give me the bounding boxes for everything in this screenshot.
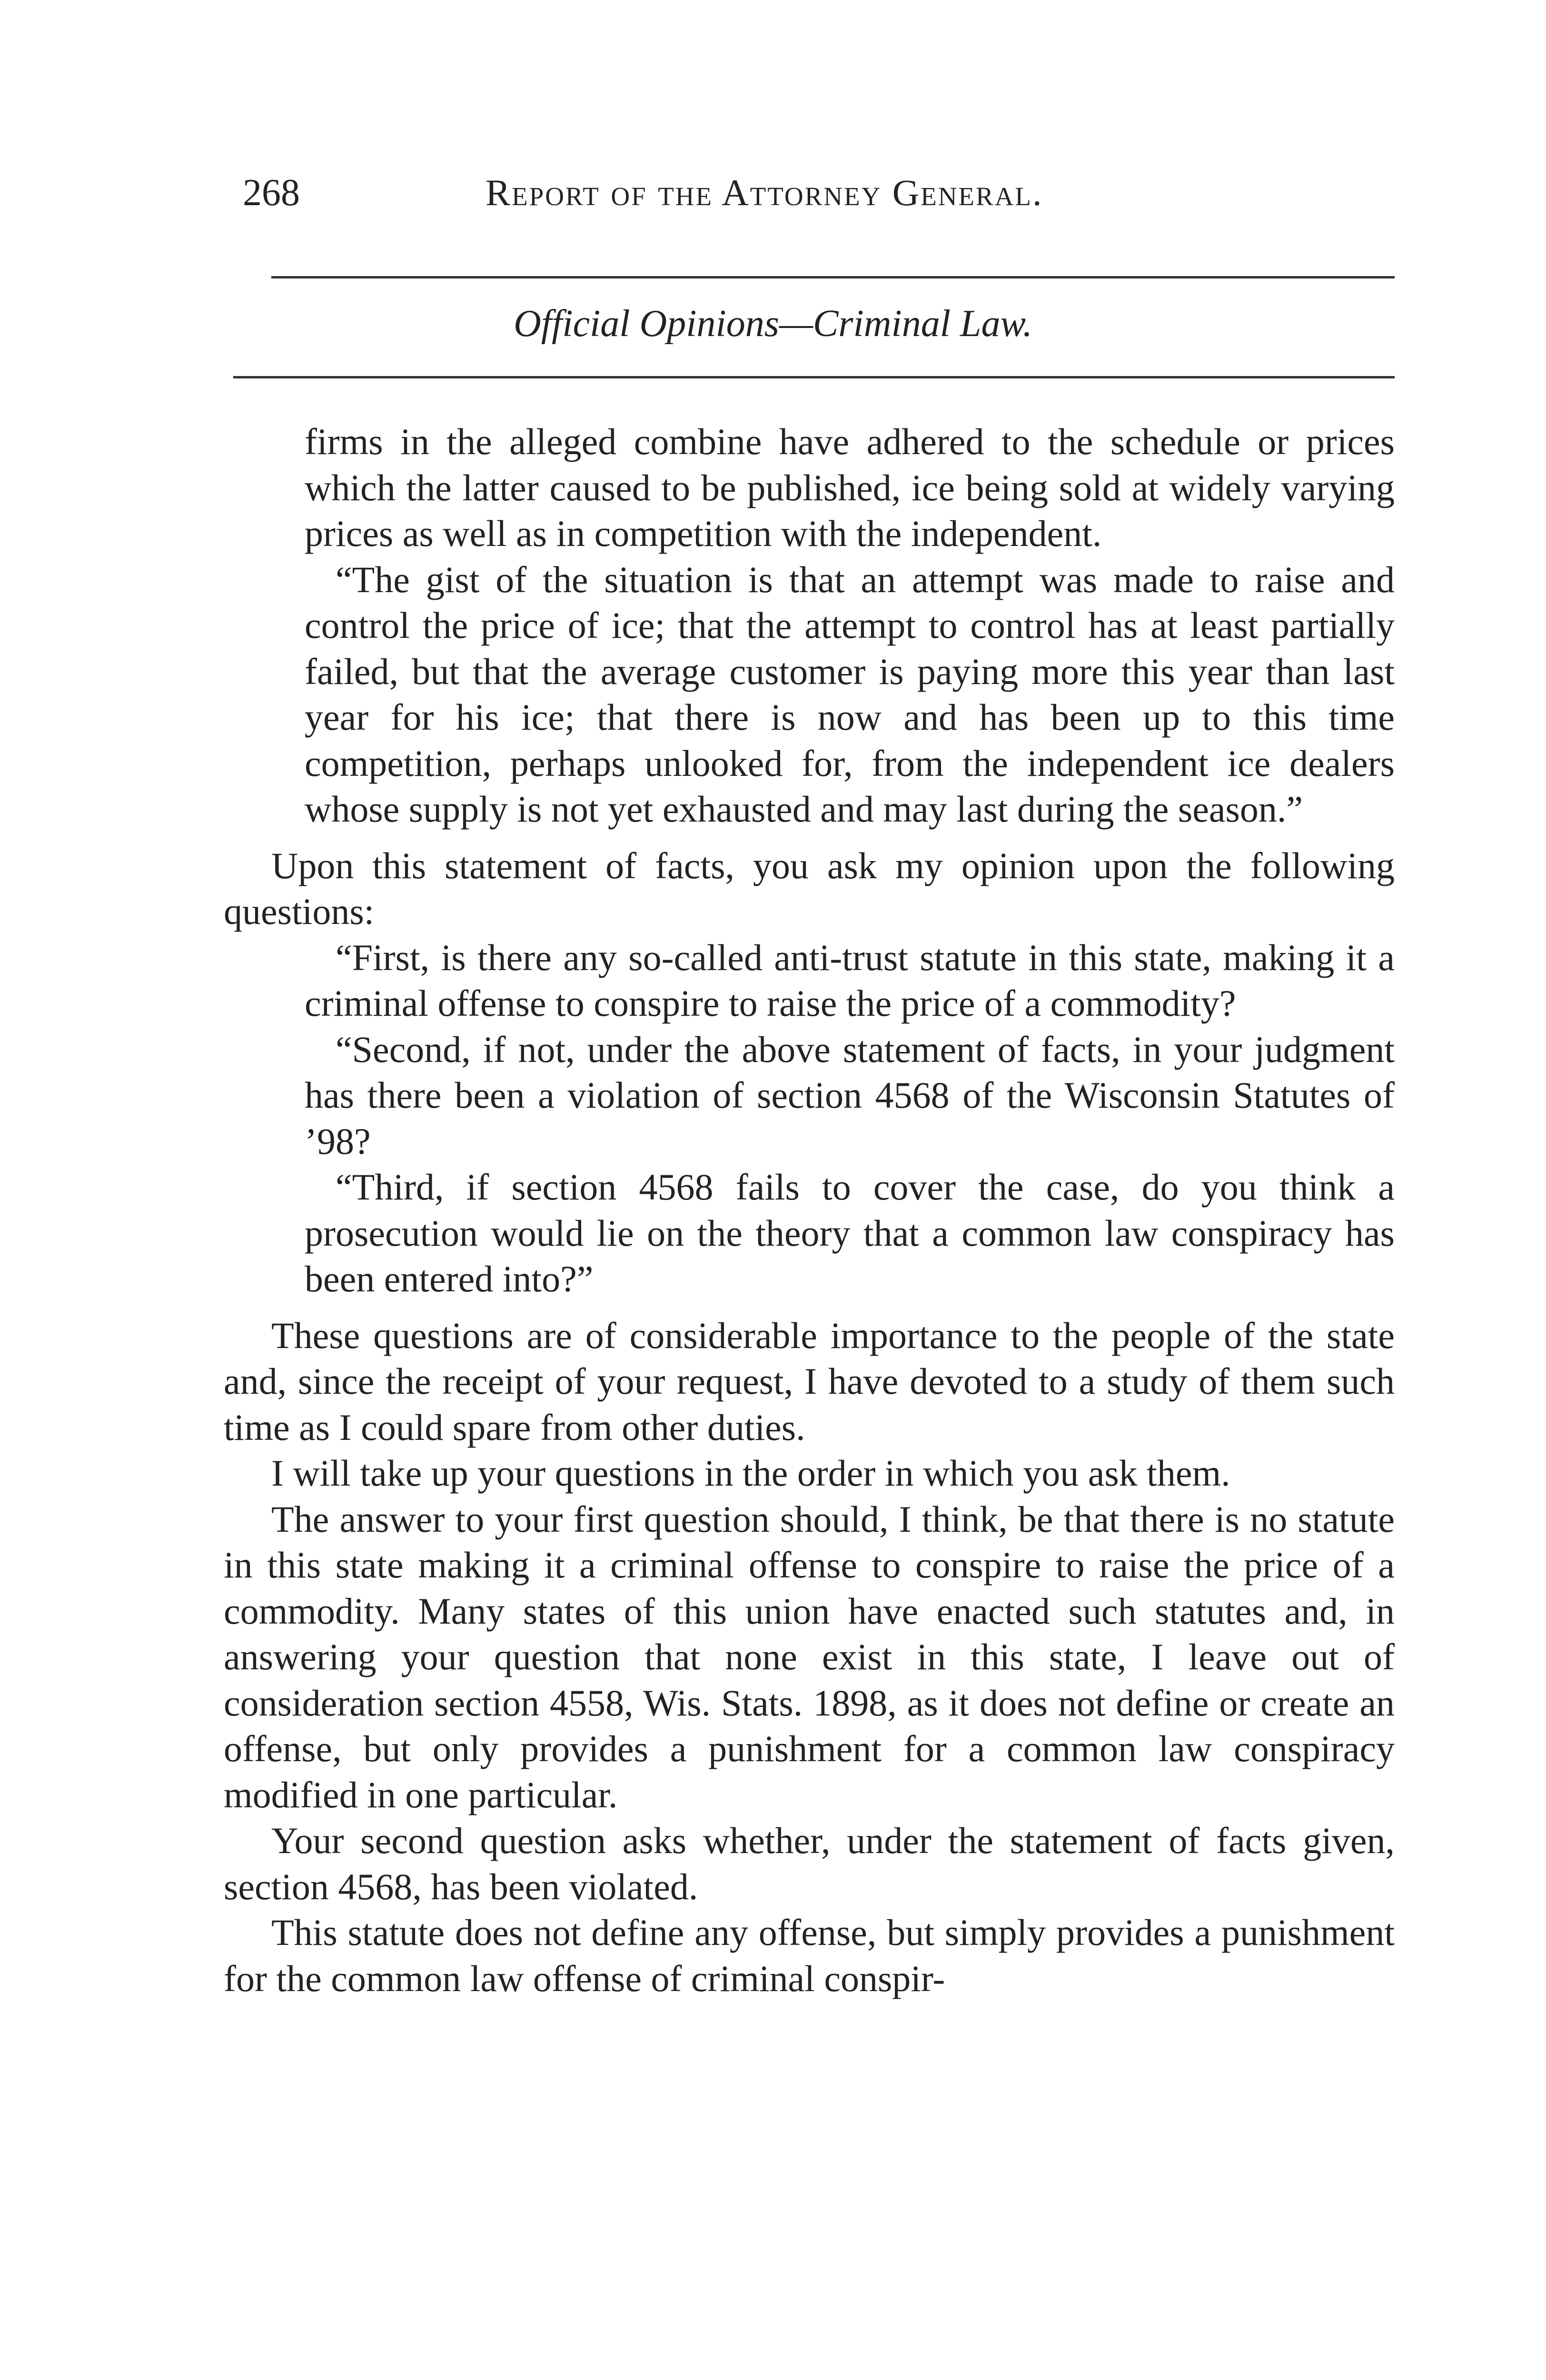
paragraph-first-answer: The answer to your first question should, I think, be that there is no statute in this state making it a criminal offense to conspire to raise the price of a commodity. Many states of this union have enacted such statutes and, in answering your question that none exist in this state, I leave out of consideration section 4558, Wis. Stats. 1898, as it does not define or create an offense, but only provides a punishment for a common law conspiracy modified in one particular. — [224, 1498, 1395, 1815]
paragraph-statute-discussion: This statute does not define any offense, but simply provides a punishment for the common law offense of criminal conspir- — [224, 1912, 1395, 1999]
paragraph-second-question-discussion: Your second question asks whether, under the statement of facts given, section 4568, has been violated. — [224, 1820, 1395, 1907]
header-rule-bottom — [233, 376, 1395, 378]
paragraph-importance: These questions are of considerable importance to the people of the state and, since the receipt of your request, I have devoted to a study of them such time as I could spare from other duties. — [224, 1314, 1395, 1448]
section-title: Official Opinions—Criminal Law. — [514, 303, 1032, 345]
page-header — [243, 167, 1385, 219]
paragraph-third-question: “Third, if section 4568 fails to cover the case, do you think a prosecution would lie on the theory that a common law conspiracy has been entered into?” — [305, 1166, 1395, 1299]
body-text — [224, 419, 1395, 2002]
paragraph-questions-intro: Upon this statement of facts, you ask my opinion upon the following questions: — [224, 844, 1395, 932]
running-title: Report of the Attorney General. — [486, 172, 1043, 213]
paragraph-gist-quote: “The gist of the situation is that an attempt was made to raise and control the price of ice; that the attempt to control has at least partially failed, but that the average customer is paying more this year than last year for his ice; that there is now and has been up to this time competition, perhaps unlooked for, from the independent ice dealers whose supply is not yet exhausted and may last during the season.” — [305, 558, 1395, 830]
paragraph-first-question: “First, is there any so-called anti-trust statute in this state, making it a criminal offense to conspire to raise the price of a commodity? — [305, 936, 1395, 1024]
paragraph-continued-quote: firms in the alleged combine have adhered to the schedule or prices which the latter caused to be published, ice being sold at widely varying prices as well as in competition with the independent. — [305, 421, 1395, 554]
paragraph-order: I will take up your questions in the order in which you ask them. — [271, 1452, 1230, 1494]
paragraph-second-question: “Second, if not, under the above statement of facts, in your judgment has there been a violation of section 4568 of the Wisconsin Statutes of ’98? — [305, 1028, 1395, 1162]
header-rule-top — [271, 276, 1395, 278]
page-number: 268 — [243, 172, 300, 214]
